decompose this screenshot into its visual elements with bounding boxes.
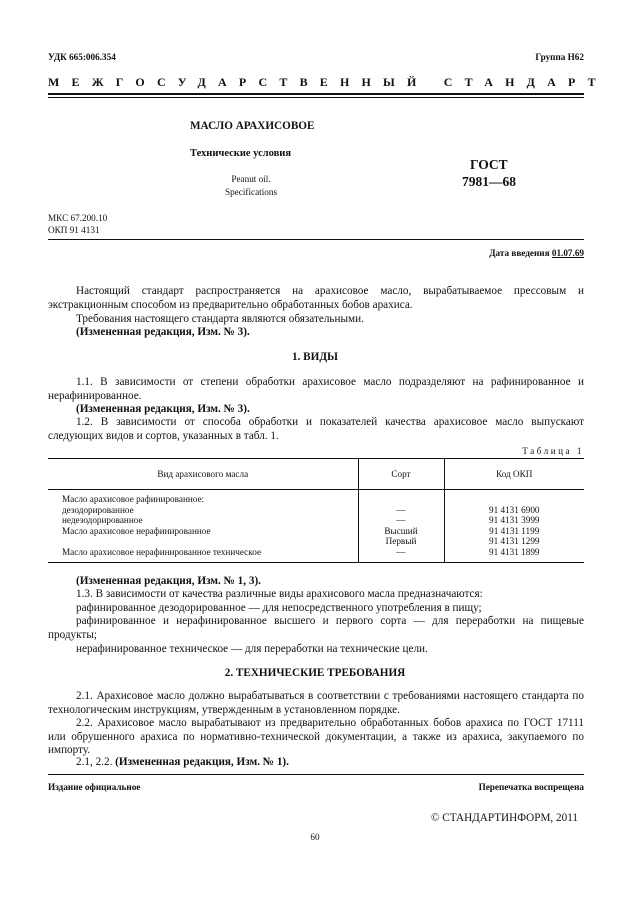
intro-mandatory: Требования настоящего стандарта являются обязательными. [76, 313, 364, 325]
table-cell-type [48, 536, 358, 547]
table-cell-okp: 91 4131 3999 [444, 515, 584, 526]
table-1 [48, 458, 584, 563]
table-cell-grade [358, 490, 444, 505]
copyright: © СТАНДАРТИНФОРМ, 2011 [430, 812, 578, 824]
section-1-heading: 1. ВИДЫ [291, 351, 339, 363]
table-cell-type: недезодорированное [62, 515, 143, 526]
section-1-amendment-2: (Измененная редакция, Изм. № 1, 3). [76, 575, 261, 587]
table-cell-type: Масло арахисовое рафинированное: [62, 494, 205, 504]
table-row [48, 515, 584, 526]
table-cell-okp: 91 4131 1899 [444, 547, 584, 562]
table-header-okp: Код ОКП [444, 459, 584, 490]
standard-banner: МЕЖГОСУДАРСТВЕННЫЙ СТАНДАРТ [48, 75, 608, 89]
page-number: 60 [310, 832, 320, 842]
section-2-amendment [48, 756, 584, 770]
okp-code: ОКП 91 4131 [48, 225, 100, 235]
intro-date-label: Дата введения [489, 248, 550, 258]
section-1-amendment-1: (Измененная редакция, Изм. № 3). [76, 403, 250, 415]
section-2-heading: 2. ТЕХНИЧЕСКИЕ ТРЕБОВАНИЯ [224, 667, 406, 679]
table-cell-okp: 91 4131 1299 [444, 536, 584, 547]
table-caption: Таблица 1 [522, 446, 584, 456]
table-cell-type: Масло арахисовое нерафинированное [62, 525, 211, 536]
table-cell-grade: Высший [358, 526, 444, 537]
edition-label: Издание официальное [48, 782, 141, 792]
table-cell-okp [444, 490, 584, 505]
section-2-amendment-text: (Измененная редакция, Изм. № 1). [115, 756, 289, 768]
section-2-item-2-1: 2.1. Арахисовое масло должно вырабатываться в соответствии с требованиями настоящего стандарта по технологическим инструкциям, утвержденным в установленном порядке. [48, 690, 584, 716]
codes-rule [48, 239, 584, 240]
section-1-use-technical: нерафинированное техническое — для переработки на технические цели. [76, 643, 428, 655]
table-cell-type: Масло арахисовое нерафинированное техническое [48, 547, 358, 562]
table-row [48, 505, 584, 516]
table-cell-okp: 91 4131 1199 [444, 526, 584, 537]
table-cell-grade: — [358, 505, 444, 516]
table-header-row [48, 459, 584, 490]
table-header-type: Вид арахисового масла [48, 459, 358, 490]
footer-rule [48, 774, 584, 775]
table-cell-grade: — [358, 547, 444, 562]
table-cell-type: дезодорированное [62, 504, 134, 515]
section-2-item-2-2: 2.2. Арахисовое масло вырабатывают из предварительно обработанных бобов арахиса по ГОСТ 17111 или обрушенного арахиса по нормативно-технической документации, а также из арахиса, закупаемого по импорту. [48, 717, 584, 757]
section-1-use-refined: рафинированное дезодорированное — для непосредственного употребления в пищу; [76, 602, 482, 614]
title-ru: МАСЛО АРАХИСОВОЕ [190, 120, 315, 132]
udk-code: УДК 665:006.354 [48, 52, 116, 62]
intro-date-value: 01.07.69 [551, 248, 584, 258]
table-row [48, 547, 584, 562]
table-header-grade: Сорт [358, 459, 444, 490]
group-code: Группа Н62 [535, 52, 584, 62]
table-cell-grade: Первый [358, 536, 444, 547]
header-rule-thin [48, 97, 584, 98]
header-rule-thick [48, 93, 584, 95]
table-row [48, 536, 584, 547]
table-cell-okp: 91 4131 6900 [444, 505, 584, 516]
mks-code: МКС 67.200.10 [48, 213, 108, 223]
intro-amendment: (Измененная редакция, Изм. № 3). [76, 326, 250, 338]
section-1-item-1-3: 1.3. В зависимости от качества различные виды арахисового масла предназначаются: [76, 588, 483, 600]
subtitle-en: Specifications [224, 187, 278, 197]
reprint-label: Перепечатка воспрещена [478, 782, 584, 792]
intro-paragraph: Настоящий стандарт распространяется на арахисовое масло, вырабатываемое прессовым и экстракционным способом из предварительно обработанных бобов арахиса. [48, 285, 584, 311]
section-1-use-food: рафинированное и нерафинированное высшего и первого сорта — для переработки на пищевые продукты; [48, 615, 584, 641]
title-en: Peanut oil. [231, 174, 271, 184]
table-cell-grade: — [358, 515, 444, 526]
gost-number: 7981—68 [462, 174, 516, 189]
section-1-item-1-1: 1.1. В зависимости от степени обработки арахисовое масло подразделяют на рафинированное и нерафинированное. [48, 376, 584, 402]
table-row [48, 490, 584, 505]
subtitle-ru: Технические условия [190, 148, 292, 159]
table-row [48, 526, 584, 537]
intro-date [489, 248, 584, 258]
section-1-item-1-2: 1.2. В зависимости от способа обработки и показателей качества арахисовое масло выпускают следующих видов и сортов, указанных в табл. 1. [48, 416, 584, 442]
gost-label: ГОСТ [470, 157, 508, 172]
section-2-amendment-prefix: 2.1, 2.2. [76, 756, 113, 768]
